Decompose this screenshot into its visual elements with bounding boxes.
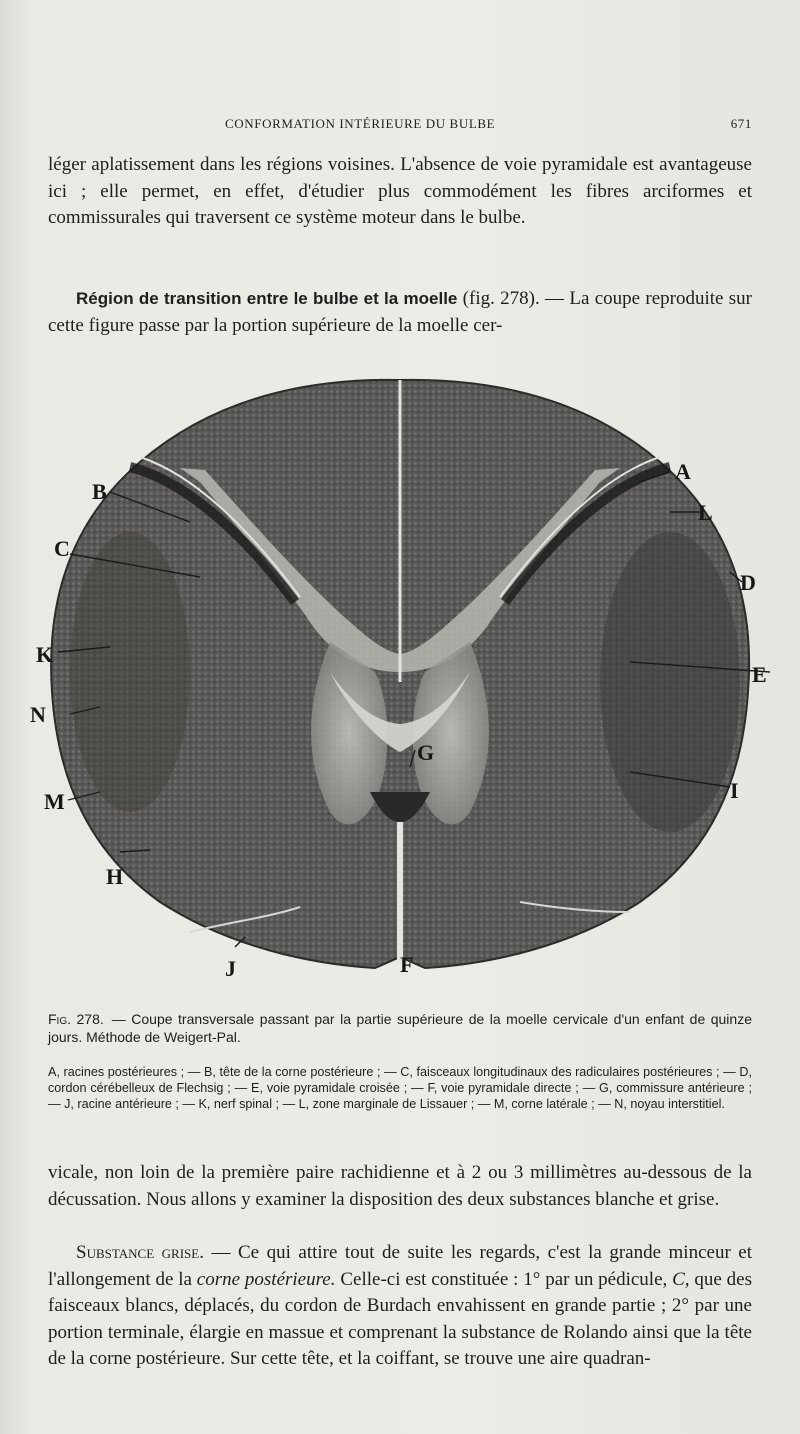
label-m: M [44,789,65,814]
label-d: D [740,570,756,595]
paragraph-4-text-1: — Ce qui attire tout de suite les regards, c'est la grande minceur et l'allongement de la [48,1242,752,1290]
label-c: C [54,536,70,561]
paragraph-4 [48,1240,752,1373]
label-a: A [675,459,691,484]
label-h: H [106,864,124,889]
label-i: I [730,778,739,803]
label-j: J [225,956,236,981]
label-k: K [36,642,54,667]
paragraph-3: vicale, non loin de la première paire rachidienne et à 2 ou 3 millimètres au-dessous de la décussation. Nous allons y examiner la disposition des deux substances blanche et grise. [48,1162,752,1210]
paragraph-4-text-3: que des faisceaux blancs, déplacés, du cordon de Burdach envahissent en grande partie ; 2° par une portion terminale, élargie en massue et comprenant la substance de Rolando ainsi que la tête de la corne postérieure. Sur cette tête, et la coiffant, se trouve une aire quadran- [48,1268,752,1369]
paragraph-2-text: (fig. 278). — La coupe reproduite sur cette figure passe par la portion supérieure de la moelle cer- [48,288,752,336]
paragraph-2 [48,286,752,339]
paragraph-1: léger aplatissement dans les régions voisines. L'absence de voie pyramidale est avantageuse ici ; elle permet, en effet, d'étudier plus commodément les fibres arciformes et commissurales qui traversent ce système moteur dans le bulbe. [48,154,752,228]
figure-illustration [30,372,770,992]
figure-caption-text: — Coupe transversale passant par la partie supérieure de la moelle cervicale d'un enfant de quinze jours. Méthode de Weigert-Pal. [48,1011,752,1045]
running-header [60,116,752,136]
figure-spinal-cord-section [30,372,770,992]
label-n: N [30,702,46,727]
page-number: 671 [730,116,752,131]
label-l: L [698,500,713,525]
label-e: E [752,662,767,687]
label-g: G [417,740,435,765]
term-corne-posterieure: corne postérieure. [196,1268,336,1290]
figure-legend: A, racines postérieures ; — B, tête de la corne postérieure ; — C, faisceaux longitudinaux des radiculaires postérieures ; — D, cordon cérébelleux de Flechsig ; — E, voie pyramidale croisée ; — F, voie pyramidale directe ; — G, commissure antérieure ; — J, racine antérieure ; — K, nerf spinal ; — L, zone marginale de Lissauer ; — M, corne latérale ; — N, noyau interstitiel. [48,1065,752,1111]
section-heading-transition: Région de transition entre le bulbe et la moelle [76,289,458,308]
running-title: CONFORMATION INTÉRIEURE DU BULBE [225,116,496,131]
section-heading-substance-grise: Substance grise. [76,1242,204,1263]
figure-caption [48,1010,752,1046]
term-c: C, [672,1268,690,1290]
paragraph-4-text-2: Celle-ci est constituée : 1° par un pédicule, [335,1268,673,1290]
label-b: B [92,479,107,504]
figure-number: Fig. 278. [48,1011,104,1027]
label-f: F [400,952,414,977]
